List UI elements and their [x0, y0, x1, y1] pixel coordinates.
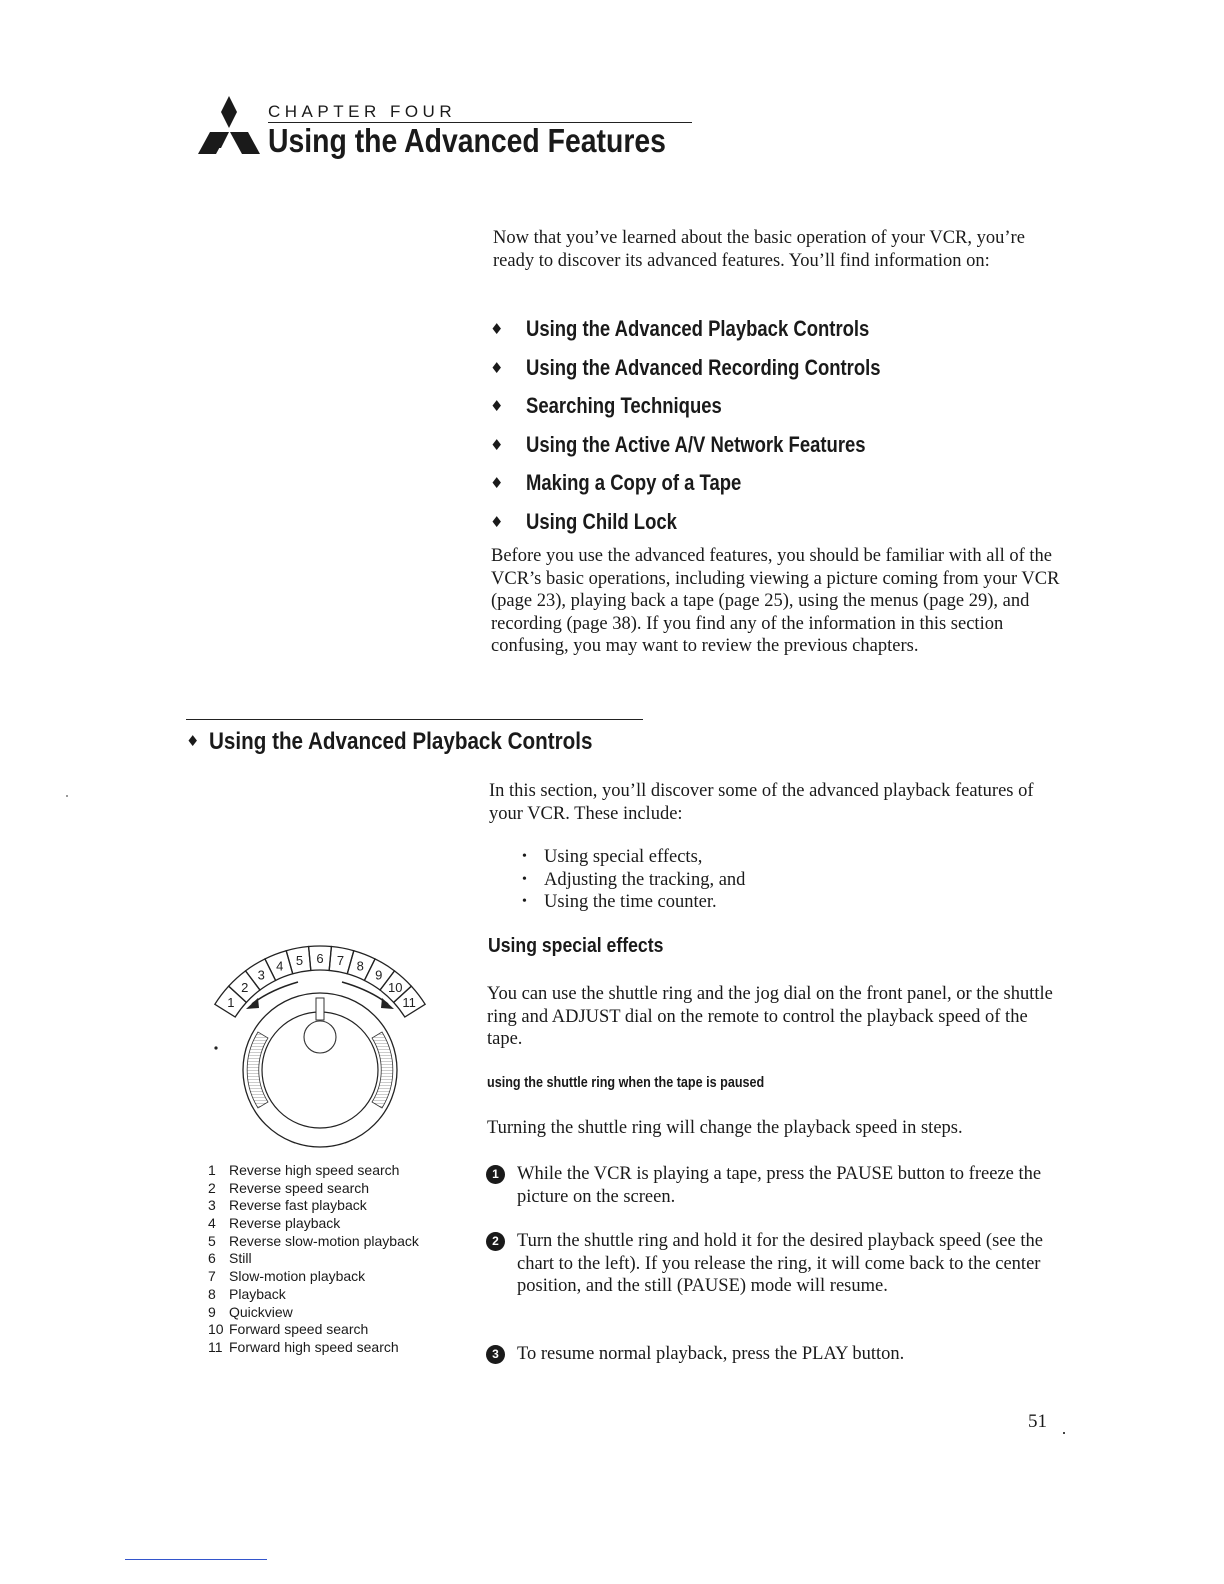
- topic-item: ♦ Searching Techniques: [490, 393, 722, 418]
- segment-label: 4: [276, 958, 284, 974]
- legend-item: 3 Reverse fast playback: [208, 1197, 367, 1214]
- topic-item: ♦ Using the Active A/V Network Features: [490, 431, 866, 457]
- segment-label: 10: [387, 980, 403, 996]
- legend-item: 6 Still: [208, 1250, 252, 1267]
- diamond-bullet-icon: ♦: [490, 320, 504, 338]
- diamond-bullet-icon: ♦: [186, 732, 200, 750]
- three-diamond-logo-icon: [198, 96, 260, 154]
- page-number: 51: [1028, 1411, 1047, 1432]
- segment-label: 6: [316, 951, 324, 966]
- bullet-icon: •: [522, 871, 527, 887]
- edge-dot: [66, 795, 68, 797]
- step-number-badge: 1: [486, 1165, 505, 1184]
- chapter-title: Using the Advanced Features: [268, 122, 666, 159]
- legend-item: 4 Reverse playback: [208, 1215, 341, 1232]
- diamond-bullet-icon: ♦: [490, 474, 504, 492]
- step-text: To resume normal playback, press the PLAY button.: [517, 1344, 905, 1364]
- bullet-icon: •: [522, 894, 527, 909]
- step-number-badge: 3: [486, 1345, 505, 1364]
- legend-item: 8 Playback: [208, 1285, 286, 1302]
- feature-list: [522, 846, 745, 914]
- topic-item: ♦ Using the Advanced Playback Controls: [490, 316, 870, 341]
- step-text: While the VCR is playing a tape, press the PAUSE button to freeze the picture on the screen.: [517, 1164, 1042, 1207]
- step-text: Turn the shuttle ring and hold it for the desired playback speed (see the chart to the left). If you release the ring, it will come back to the center position, and the still (PAUSE) mode will resume.: [517, 1231, 1043, 1296]
- topic-item: ♦ Using Child Lock: [490, 508, 677, 534]
- shuttle-paragraph: You can use the shuttle ring and the jog dial on the front panel, or the shuttle ring and ADJUST dial on the remote to control the playback speed of the tape.: [487, 984, 1053, 1049]
- segment-label: 8: [356, 958, 364, 974]
- segment-label: 7: [336, 952, 345, 968]
- sub-heading: Using special effects: [488, 934, 664, 957]
- bullet-icon: •: [522, 849, 527, 864]
- turning-paragraph: Turning the shuttle ring will change the playback speed in steps.: [487, 1118, 963, 1138]
- chapter-label: CHAPTER FOUR: [268, 102, 457, 121]
- forward-arrowhead-icon: [381, 998, 394, 1009]
- topic-item: ♦ Using the Advanced Recording Controls: [490, 354, 881, 380]
- section-rule: [186, 719, 643, 720]
- legend-item: 7 Slow-motion playback: [208, 1268, 366, 1285]
- segment-label: 11: [402, 995, 416, 1011]
- marker-dot: [214, 1046, 217, 1049]
- legend-item: 9 Quickview: [208, 1303, 293, 1320]
- section-heading: ♦ Using the Advanced Playback Controls: [186, 728, 593, 755]
- diamond-bullet-icon: ♦: [490, 358, 504, 377]
- diamond-bullet-icon: ♦: [490, 397, 504, 415]
- diagram-legend: [208, 1162, 419, 1357]
- topic-list: [490, 316, 1090, 547]
- mini-heading: using the shuttle ring when the tape is paused: [487, 1074, 765, 1091]
- step-number-badge: 2: [486, 1232, 505, 1251]
- shuttle-ring-diagram: [180, 920, 470, 1165]
- segment-label: 3: [257, 967, 265, 983]
- diamond-bullet-icon: ♦: [490, 435, 504, 454]
- jog-dial-knob: [304, 1021, 336, 1053]
- list-item: • Using the time counter.: [522, 892, 717, 912]
- page-dot: [1063, 1432, 1065, 1434]
- ring-pointer: [316, 998, 324, 1020]
- reverse-arrowhead-icon: [246, 998, 259, 1009]
- before-paragraph: Before you use the advanced features, you should be familiar with all of the VCR’s basic operations, including viewing a picture coming from your VCR (page 23), playing back a tape (page 25), using the menus (page 29), and recording (page 38). If you find any of the information in this section confusing, you may want to review the previous chapters.: [491, 546, 1060, 656]
- legend-item: 5 Reverse slow-motion playback: [208, 1232, 419, 1249]
- topic-item: ♦ Making a Copy of a Tape: [490, 470, 742, 495]
- segment-label: 2: [241, 980, 249, 996]
- legend-item: 1 Reverse high speed search: [208, 1162, 400, 1178]
- segment-label: 5: [295, 952, 304, 968]
- footer-rule: [125, 1559, 267, 1560]
- segment-label: 1: [227, 995, 235, 1011]
- list-item: • Adjusting the tracking, and: [522, 869, 746, 890]
- diamond-bullet-icon: ♦: [490, 512, 504, 531]
- legend-item: 2 Reverse speed search: [208, 1179, 370, 1196]
- legend-item: 11 Forward high speed search: [208, 1338, 399, 1355]
- section-intro: In this section, you’ll discover some of the advanced playback features of your VCR. These include:: [489, 781, 1034, 824]
- legend-item: 10 Forward speed search: [208, 1321, 369, 1338]
- list-item: • Using special effects,: [522, 847, 703, 867]
- segment-label: 9: [375, 967, 383, 983]
- intro-paragraph: Now that you’ve learned about the basic operation of your VCR, you’re ready to discover its advanced features. You’ll find information on:: [493, 228, 1025, 271]
